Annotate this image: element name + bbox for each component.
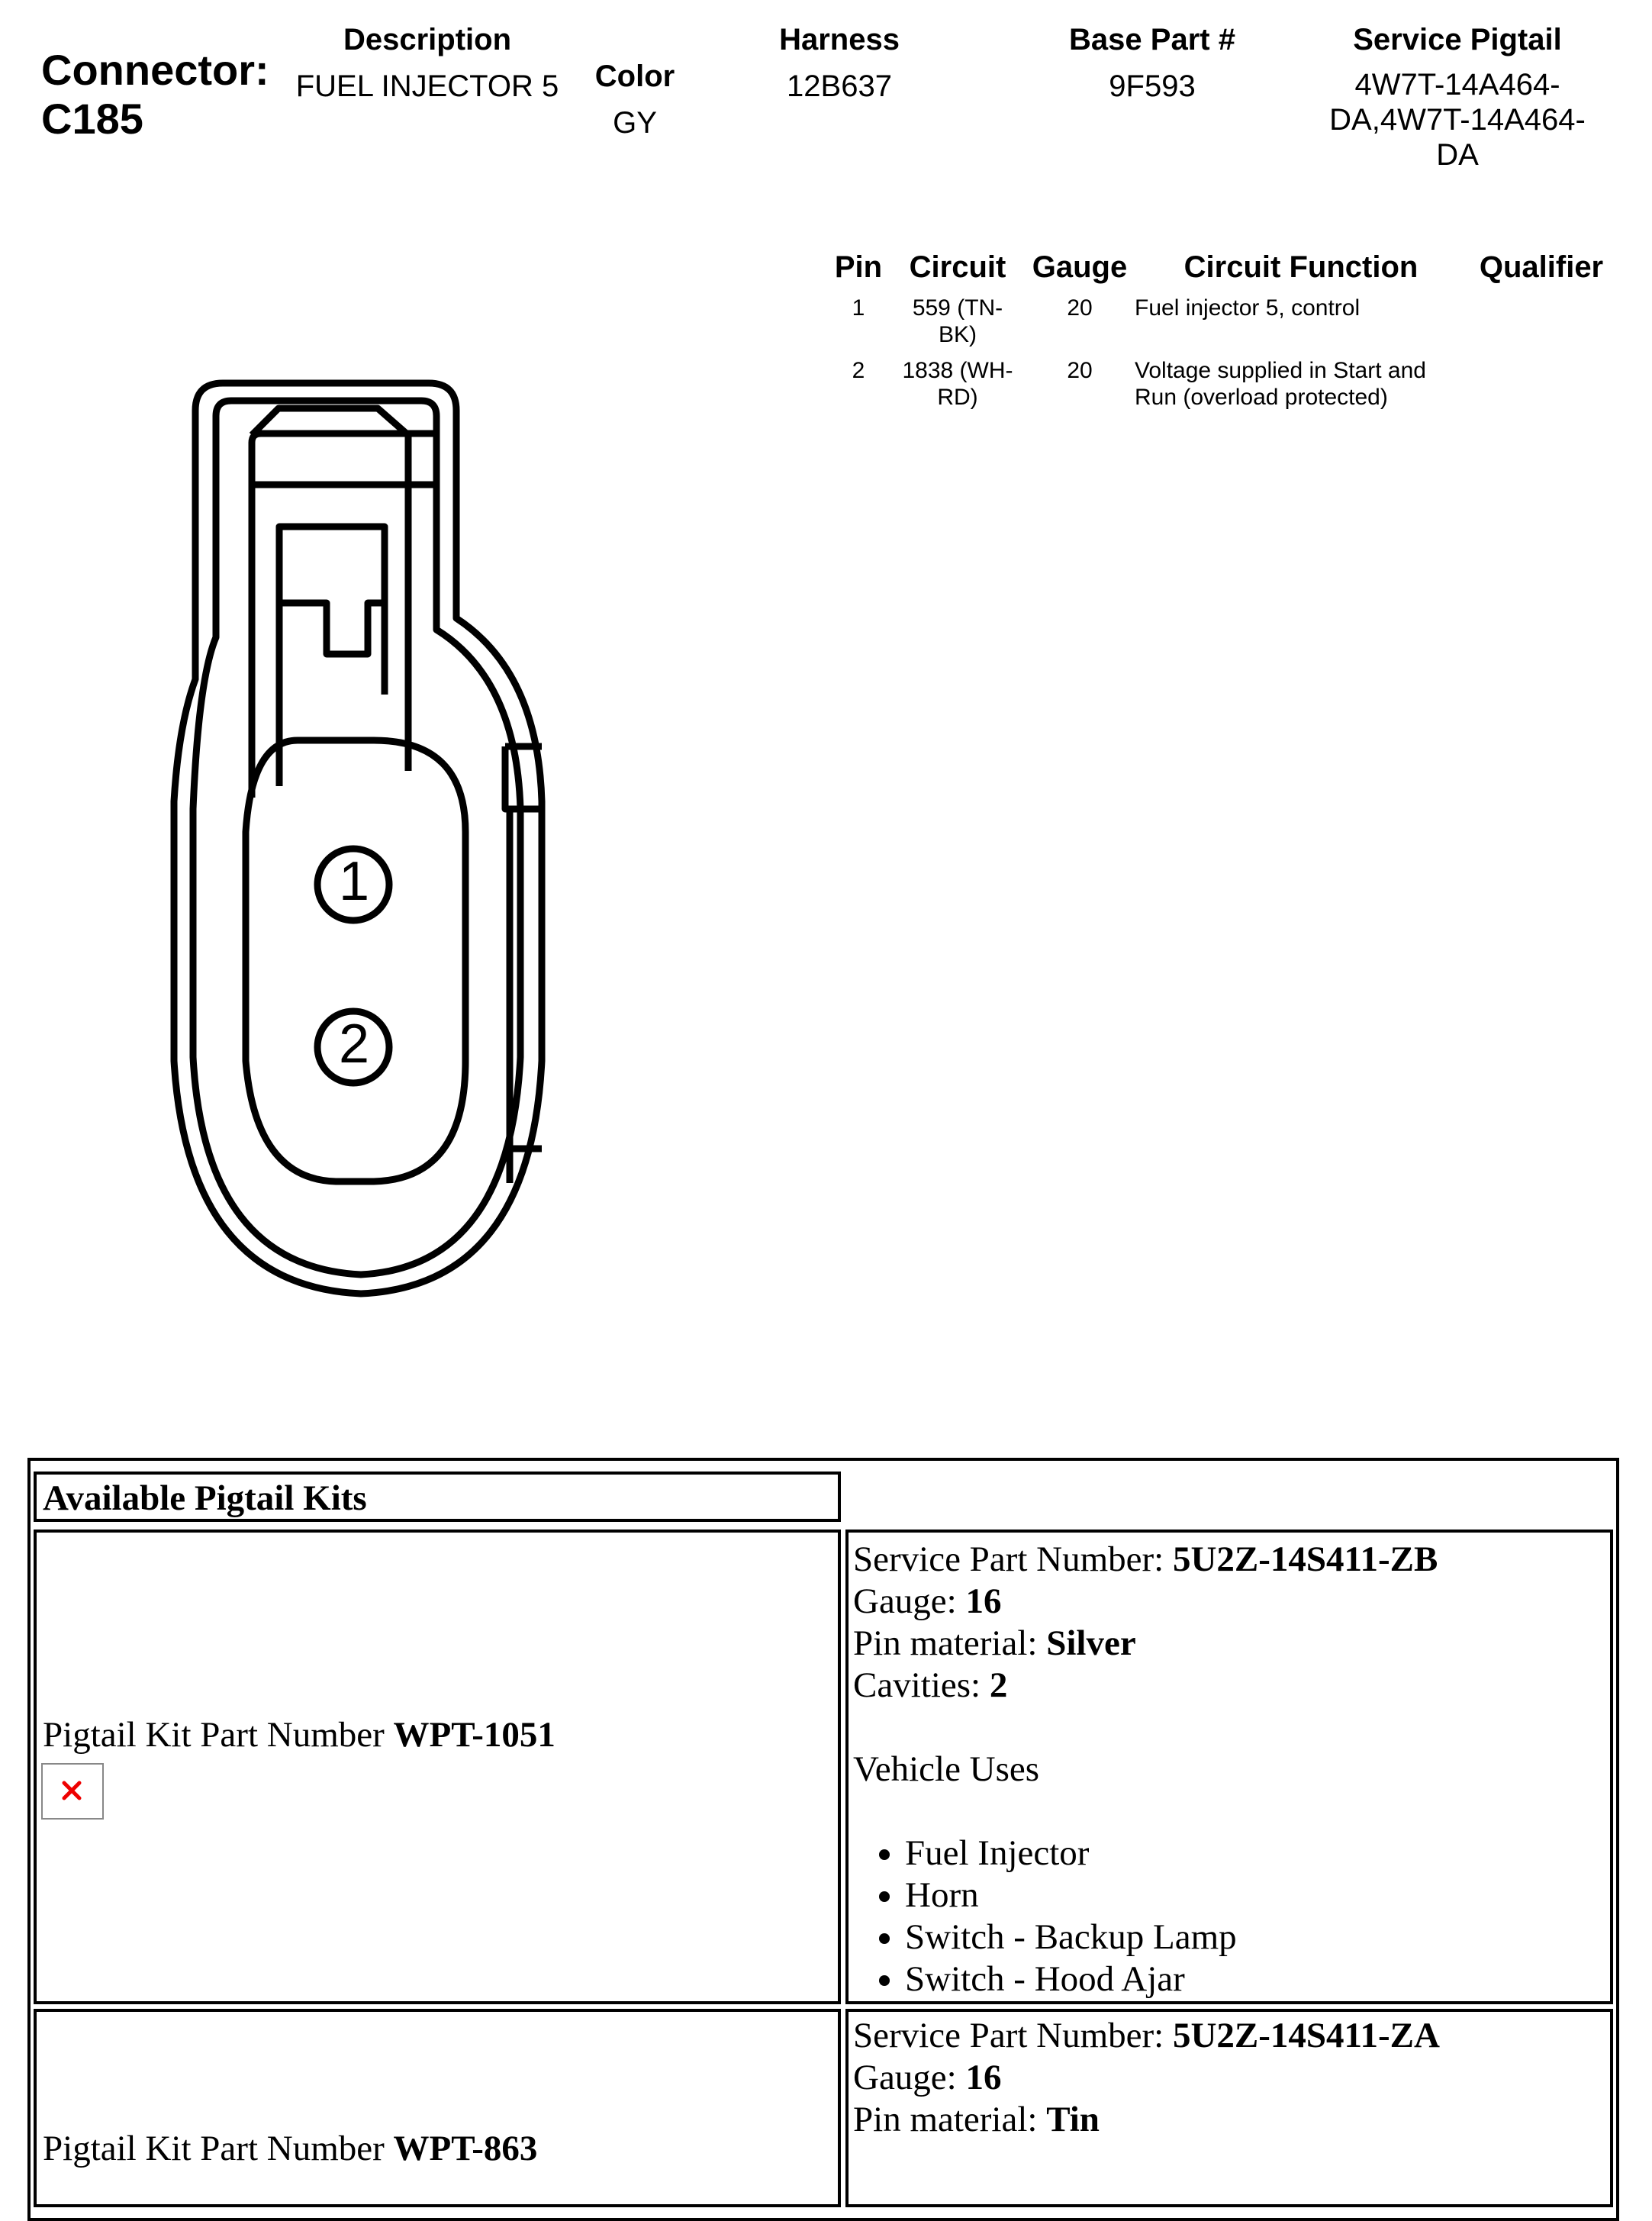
pin-2-label: 2 (338, 1014, 370, 1075)
kit-2-details (853, 2015, 1440, 2141)
list-item: • Horn (905, 1874, 1438, 1916)
function-col-header: Circuit Function (1183, 250, 1419, 284)
harness-value: 12B637 (787, 69, 892, 103)
gauge-col-header: Gauge (1032, 250, 1128, 284)
description-value: FUEL INJECTOR 5 (295, 69, 559, 103)
pin-circuit-line: 1838 (WH- (902, 358, 1013, 383)
broken-image-icon (41, 1763, 104, 1820)
connector-label: Connector: (41, 46, 269, 94)
kit-1-left-cell (34, 1530, 841, 2004)
qualifier-col-header: Qualifier (1479, 250, 1604, 284)
gauge (853, 1581, 1438, 1623)
kit-number: WPT-863 (393, 2129, 538, 2168)
kit-number: WPT-1051 (393, 1715, 555, 1755)
list-item: • Switch - Hood Ajar (905, 1958, 1438, 2000)
service-part-label: Service Part Number: (853, 1539, 1173, 1579)
pin-number: 2 (852, 358, 865, 383)
pin-function (1135, 295, 1455, 321)
kit-label: Pigtail Kit Part Number (43, 2129, 394, 2168)
connector-id: C185 (41, 95, 143, 143)
pin-material (853, 2099, 1440, 2141)
kit-2-right-cell (845, 2009, 1613, 2207)
gauge-value: 16 (965, 1581, 1002, 1621)
pin-function (1135, 357, 1463, 411)
color-label: Color (594, 60, 675, 93)
service-pigtail-value (1297, 67, 1618, 172)
gauge-label: Gauge: (853, 1581, 966, 1621)
service-part-label: Service Part Number: (853, 2016, 1173, 2055)
pin-gauge: 20 (1067, 295, 1093, 321)
connector-outer-shell (174, 383, 542, 1294)
cavities-label: Cavities: (853, 1665, 990, 1705)
cavities (853, 1665, 1438, 1707)
pin-material-label: Pin material: (853, 2100, 1047, 2139)
pin-cavity-block (246, 740, 465, 1181)
kit-2-left-cell (34, 2009, 841, 2207)
service-pigtail-label: Service Pigtail (1353, 23, 1562, 56)
base-part-value: 9F593 (1109, 69, 1196, 103)
kit-1-right-cell (845, 1530, 1613, 2004)
pin-circuit-line: 559 (TN- (912, 295, 1003, 321)
pigtail-heading-cell (34, 1472, 841, 1522)
cavities-value: 2 (989, 1665, 1008, 1705)
gauge-label: Gauge: (853, 2058, 966, 2097)
pin-number: 1 (852, 295, 865, 321)
pin-function-line: Voltage supplied in Start and (1135, 358, 1426, 383)
pin-material-label: Pin material: (853, 1623, 1047, 1663)
circuit-col-header: Circuit (909, 250, 1006, 284)
pin-function-line: Run (overload protected) (1135, 385, 1388, 410)
list-item: • Switch - Backup Lamp (905, 1916, 1438, 1958)
vehicle-uses-list (853, 1833, 1438, 2000)
lock-notch (279, 603, 385, 654)
vehicle-uses-label: Vehicle Uses (853, 1749, 1040, 1789)
description-label: Description (343, 23, 512, 56)
gauge (853, 2057, 1440, 2099)
pin-1-label: 1 (338, 851, 370, 912)
service-pigtail-line: DA (1436, 138, 1479, 172)
service-part-number (853, 1539, 1438, 1581)
gauge-value: 16 (965, 2058, 1002, 2097)
pin-material (853, 1623, 1438, 1665)
pin-material-value: Silver (1046, 1623, 1136, 1663)
pin-function-line: Fuel injector 5, control (1135, 295, 1361, 321)
color-value: GY (613, 106, 657, 140)
kit-2-part-number (43, 2128, 537, 2170)
harness-label: Harness (779, 23, 900, 56)
base-part-label: Base Part # (1069, 23, 1235, 56)
pigtail-heading: Available Pigtail Kits (43, 1478, 367, 1518)
pin-gauge: 20 (1067, 358, 1093, 383)
pin-circuit-line: BK) (938, 322, 977, 347)
kit-label: Pigtail Kit Part Number (43, 1715, 394, 1755)
pin-circuit (889, 357, 1026, 411)
service-part-value: 5U2Z-14S411-ZB (1172, 1539, 1438, 1579)
service-pigtail-line: DA,4W7T-14A464- (1329, 103, 1586, 137)
pin-material-value: Tin (1046, 2100, 1100, 2139)
pin-circuit-line: RD) (937, 385, 978, 410)
service-part-number (853, 2015, 1440, 2057)
kit-1-details (853, 1539, 1438, 2000)
pin-circuit (889, 295, 1026, 348)
service-pigtail-line: 4W7T-14A464- (1354, 68, 1560, 102)
connector-inner-shell (193, 401, 520, 1275)
kit-1-part-number (43, 1714, 555, 1756)
list-item: • Fuel Injector (905, 1833, 1438, 1874)
service-part-value: 5U2Z-14S411-ZA (1172, 2016, 1440, 2055)
pin-col-header: Pin (834, 250, 883, 284)
